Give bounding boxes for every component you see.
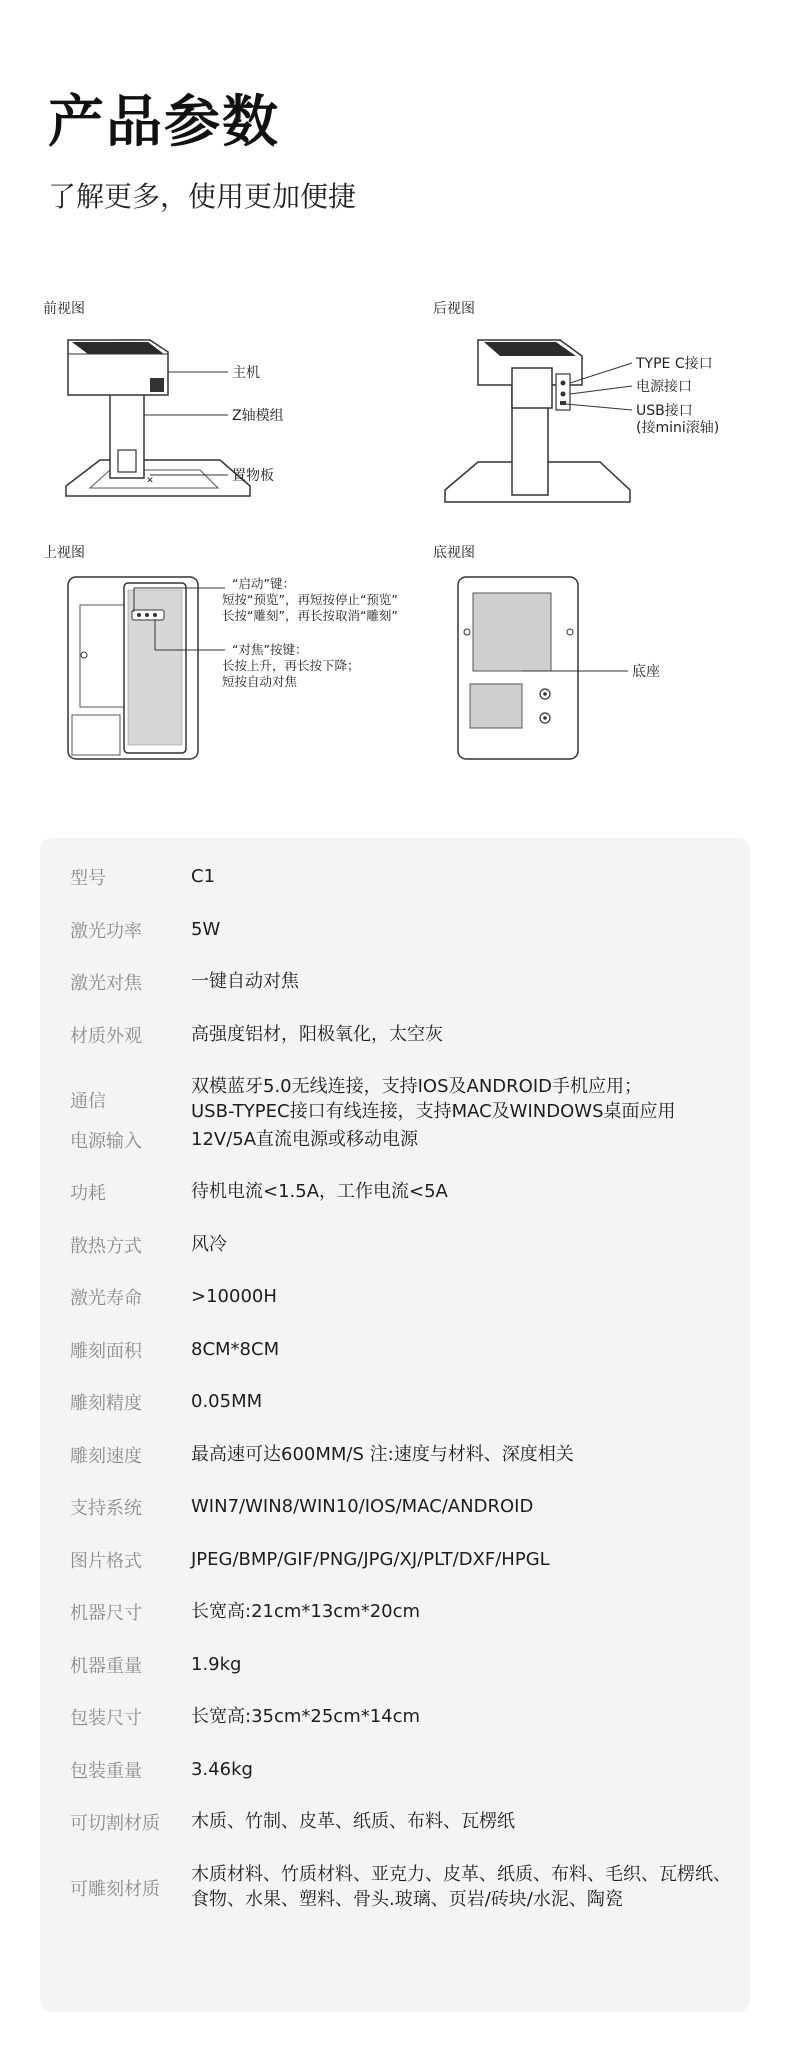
back-label-usb-note: (接mini滚轴) bbox=[636, 420, 720, 436]
spec-row bbox=[40, 1442, 750, 1495]
product-diagrams bbox=[0, 290, 790, 790]
spec-key: 可切割材质 bbox=[70, 1813, 160, 1834]
spec-row bbox=[40, 917, 750, 970]
back-label-typec: TYPE C接口 bbox=[636, 356, 713, 372]
focus-key-note-line1: 长按上升，再长按下降； bbox=[222, 658, 360, 673]
bottom-label-base: 底座 bbox=[632, 664, 660, 680]
spec-row bbox=[40, 1022, 750, 1075]
spec-row bbox=[40, 1232, 750, 1285]
spec-value bbox=[191, 1127, 731, 1152]
front-view-diagram bbox=[43, 301, 284, 496]
spec-value bbox=[191, 969, 731, 994]
spec-value bbox=[191, 864, 731, 889]
spec-row bbox=[40, 1127, 750, 1180]
back-view-title: 后视图 bbox=[433, 301, 475, 317]
spec-value bbox=[191, 1022, 731, 1047]
spec-value bbox=[191, 1179, 731, 1204]
spec-value bbox=[191, 1599, 731, 1624]
spec-row bbox=[40, 1494, 750, 1547]
spec-value-line: JPEG/BMP/GIF/PNG/JPG/XJ/PLT/DXF/HPGL bbox=[191, 1548, 550, 1570]
spec-key: 功耗 bbox=[70, 1183, 106, 1204]
spec-row bbox=[40, 1284, 750, 1337]
page-title: 产品参数 bbox=[48, 90, 280, 155]
spec-row bbox=[40, 1547, 750, 1600]
focus-key-note-title: “对焦”按键： bbox=[232, 642, 308, 657]
spec-key: 包装尺寸 bbox=[70, 1708, 142, 1729]
spec-value-line: WIN7/WIN8/WIN10/IOS/MAC/ANDROID bbox=[191, 1496, 534, 1517]
front-view-title: 前视图 bbox=[43, 301, 85, 317]
spec-value bbox=[191, 1862, 731, 1912]
spec-key: 雕刻精度 bbox=[70, 1393, 142, 1414]
start-key-note-title: “启动”键： bbox=[232, 576, 295, 591]
spec-value-line: USB-TYPEC接口有线连接，支持MAC及WINDOWS桌面应用 bbox=[191, 1101, 676, 1122]
spec-key: 通信 bbox=[70, 1091, 106, 1112]
spec-key: 雕刻面积 bbox=[70, 1340, 142, 1362]
spec-value-line: 木质材料、竹质材料、亚克力、皮革、纸质、布料、毛织、瓦楞纸、 bbox=[191, 1863, 731, 1885]
spec-value bbox=[191, 1337, 731, 1362]
spec-value bbox=[191, 1704, 731, 1729]
spec-row bbox=[40, 969, 750, 1022]
top-view-title: 上视图 bbox=[43, 545, 85, 561]
spec-value bbox=[191, 1232, 731, 1257]
spec-row bbox=[40, 1337, 750, 1390]
spec-value-line: 风冷 bbox=[191, 1233, 227, 1255]
spec-value-line: 食物、水果、塑料、骨头.玻璃、页岩/砖块/水泥、陶瓷 bbox=[191, 1888, 623, 1910]
front-label-plate: 置物板 bbox=[232, 468, 274, 484]
spec-value-line: C1 bbox=[191, 866, 216, 887]
spec-value-line: 12V/5A直流电源或移动电源 bbox=[191, 1128, 419, 1150]
spec-row bbox=[40, 1599, 750, 1652]
front-label-host: 主机 bbox=[232, 365, 260, 381]
spec-value-line: 1.9kg bbox=[191, 1653, 242, 1675]
spec-key: 电源输入 bbox=[70, 1130, 142, 1152]
spec-value-line: 待机电流<1.5A，工作电流<5A bbox=[191, 1181, 448, 1202]
spec-value bbox=[191, 1809, 731, 1834]
spec-key: 可雕刻材质 bbox=[70, 1878, 160, 1900]
back-label-usb: USB接口 bbox=[636, 403, 693, 419]
spec-value bbox=[191, 1389, 731, 1414]
spec-row bbox=[40, 1862, 750, 1915]
spec-key: 散热方式 bbox=[70, 1235, 142, 1257]
spec-value bbox=[191, 1494, 731, 1519]
spec-value bbox=[191, 917, 731, 942]
top-view-diagram bbox=[43, 545, 398, 759]
spec-key: 机器重量 bbox=[70, 1655, 142, 1677]
spec-value-line: 木质、竹制、皮革、纸质、布料、瓦楞纸 bbox=[191, 1811, 515, 1832]
spec-row bbox=[40, 1704, 750, 1757]
focus-key-note-line2: 短按自动对焦 bbox=[222, 674, 298, 689]
spec-row bbox=[40, 1179, 750, 1232]
back-view-diagram bbox=[433, 301, 719, 502]
spec-value-line: 5W bbox=[191, 918, 221, 940]
spec-value bbox=[191, 1757, 731, 1782]
start-key-note-line1: 短按“预览”，再短按停止“预览” bbox=[222, 592, 398, 607]
spec-table bbox=[40, 838, 750, 2012]
bottom-view-diagram bbox=[433, 544, 660, 759]
spec-value-line: >10000H bbox=[191, 1286, 277, 1307]
start-key-note-line2: 长按“雕刻”，再长按取消“雕刻” bbox=[222, 608, 398, 623]
spec-value bbox=[191, 1284, 731, 1309]
spec-row bbox=[40, 864, 750, 917]
spec-key: 雕刻速度 bbox=[70, 1445, 142, 1467]
spec-key: 激光功率 bbox=[70, 920, 142, 942]
spec-value bbox=[191, 1652, 731, 1677]
spec-key: 激光寿命 bbox=[70, 1288, 142, 1309]
page-subtitle: 了解更多，使用更加便捷 bbox=[48, 180, 357, 213]
bottom-view-pad bbox=[470, 684, 522, 728]
spec-value-line: 一键自动对焦 bbox=[191, 971, 299, 992]
spec-key: 图片格式 bbox=[70, 1550, 142, 1572]
spec-key: 型号 bbox=[70, 868, 106, 889]
spec-key: 机器尺寸 bbox=[70, 1603, 142, 1624]
spec-value-line: 0.05MM bbox=[191, 1391, 263, 1412]
front-head-top-panel bbox=[72, 342, 164, 354]
bottom-view-vent bbox=[473, 593, 551, 671]
spec-key: 支持系统 bbox=[70, 1498, 142, 1519]
spec-row bbox=[40, 1389, 750, 1442]
spec-value-line: 最高速可达600MM/S 注:速度与材料、深度相关 bbox=[191, 1443, 574, 1465]
back-label-power: 电源接口 bbox=[636, 379, 692, 395]
spec-value bbox=[191, 1547, 731, 1572]
spec-value-line: 长宽高:21cm*13cm*20cm bbox=[191, 1601, 421, 1622]
spec-key: 材质外观 bbox=[70, 1025, 142, 1047]
spec-key: 包装重量 bbox=[70, 1760, 142, 1782]
spec-row bbox=[40, 1809, 750, 1862]
spec-value-line: 3.46kg bbox=[191, 1758, 253, 1780]
front-label-z-axis: Z轴模组 bbox=[232, 408, 284, 424]
spec-key: 激光对焦 bbox=[70, 973, 142, 994]
svg-text:✕: ✕ bbox=[146, 476, 154, 486]
spec-value bbox=[191, 1442, 731, 1467]
spec-value-line: 高强度铝材，阳极氧化，太空灰 bbox=[191, 1023, 443, 1045]
spec-row bbox=[40, 1074, 750, 1127]
spec-value-line: 双模蓝牙5.0无线连接，支持IOS及ANDROID手机应用； bbox=[191, 1076, 643, 1097]
spec-value-line: 8CM*8CM bbox=[191, 1338, 280, 1360]
spec-row bbox=[40, 1757, 750, 1810]
bottom-view-title: 底视图 bbox=[433, 545, 475, 561]
spec-row bbox=[40, 1652, 750, 1705]
spec-value bbox=[191, 1074, 731, 1124]
front-base-plate bbox=[66, 460, 250, 496]
spec-value-line: 长宽高:35cm*25cm*14cm bbox=[191, 1706, 421, 1727]
